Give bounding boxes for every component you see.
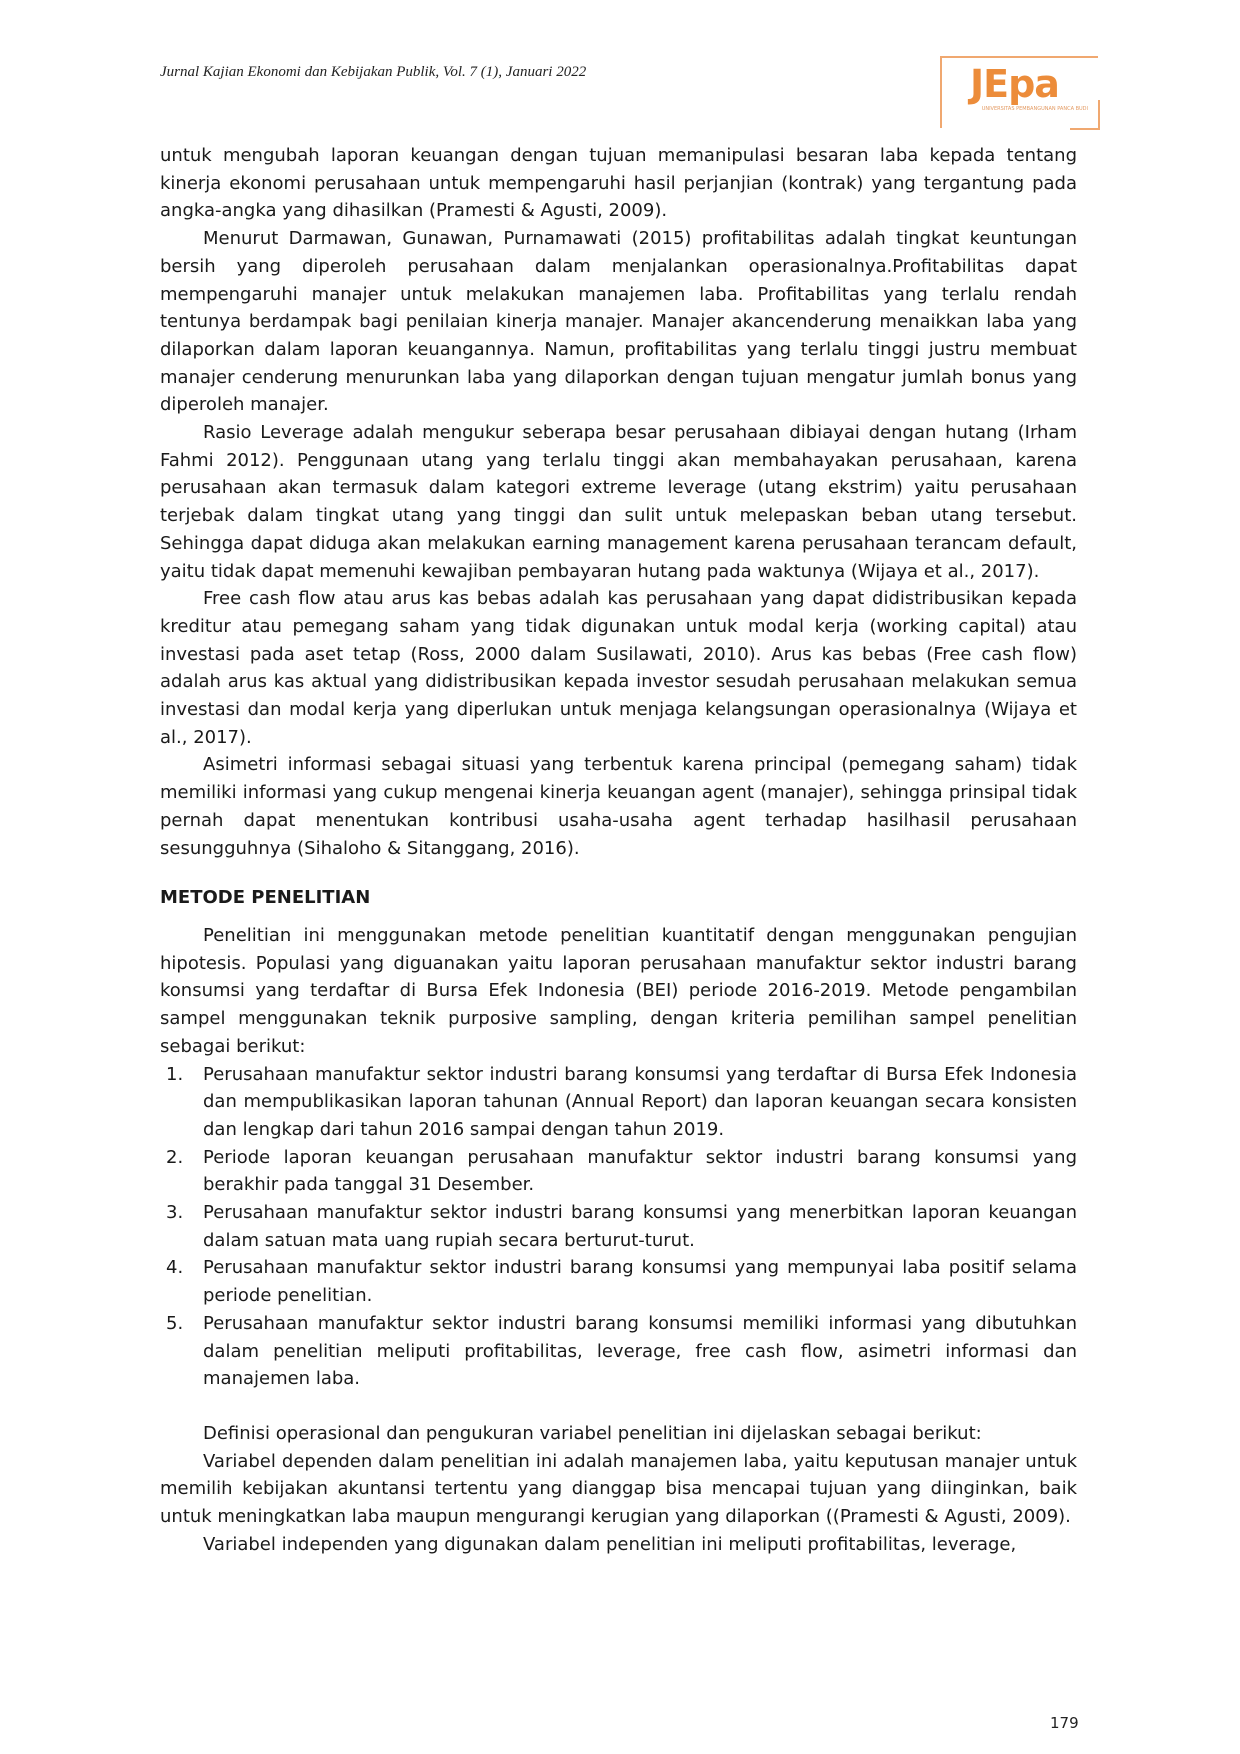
list-number: 5.	[166, 1312, 184, 1334]
logo-wordmark: JEpa	[970, 62, 1059, 106]
page-number: 179	[1050, 1714, 1079, 1732]
list-text: Periode laporan keuangan perusahaan manufaktur sektor industri barang konsumsi yang berakhir pada tanggal 31 Desember.	[203, 1146, 1077, 1196]
spacer	[160, 1393, 1077, 1420]
journal-logo	[940, 56, 1100, 130]
list-item	[160, 1144, 1077, 1199]
paragraph-asimetri: Asimetri informasi sebagai situasi yang terbentuk karena principal (pemegang saham) tidak memiliki informasi yang cukup mengenai kinerja keuangan agent (manajer), sehingga prinsipal tidak pernah dapat menentukan kontribusi usaha-usaha agent terhadap hasilhasil perusahaan sesungguhnya (Sihaloho & Sitanggang, 2016).	[160, 754, 1077, 859]
list-number: 2.	[166, 1146, 184, 1168]
paragraph-continuation: untuk mengubah laporan keuangan dengan tujuan memanipulasi besaran laba kepada tentang kinerja ekonomi perusahaan untuk mempengaruhi hasil perjanjian (kontrak) yang tergantung pada angka-angka yang dihasilkan (Pramesti & Agusti, 2009).	[160, 145, 1077, 222]
journal-header: Jurnal Kajian Ekonomi dan Kebijakan Publik, Vol. 7 (1), Januari 2022	[160, 64, 587, 80]
list-number: 3.	[166, 1202, 184, 1224]
list-item	[160, 1310, 1077, 1393]
list-item	[160, 1061, 1077, 1144]
paragraph-leverage: Rasio Leverage adalah mengukur seberapa besar perusahaan dibiayai dengan hutang (Irham Fahmi 2012). Penggunaan utang yang terlalu tinggi akan membahayakan perusahaan, karena perusahaan akan termasuk dalam kategori extreme leverage (utang ekstrim) yaitu perusahaan terjebak dalam tingkat utang yang tinggi dan sulit untuk melepaskan beban utang tersebut. Sehingga dapat diduga akan melakukan earning management karena perusahaan terancam default, yaitu tidak dapat memenuhi kewajiban pembayaran hutang pada waktunya (Wijaya et al., 2017).	[160, 422, 1077, 582]
paragraph-method-intro: Penelitian ini menggunakan metode penelitian kuantitatif dengan menggunakan pengujian hipotesis. Populasi yang diguanakan yaitu laporan perusahaan manufaktur sektor industri barang konsumsi yang terdaftar di Bursa Efek Indonesia (BEI) periode 2016-2019. Metode pengambilan sampel menggunakan teknik purposive sampling, dengan kriteria pemilihan sampel penelitian sebagai berikut:	[160, 924, 1077, 1057]
paragraph-definition-intro: Definisi operasional dan pengukuran variabel penelitian ini dijelaskan sebagai berikut:	[203, 1422, 982, 1444]
logo-subtext: UNIVERSITAS PEMBANGUNAN PANCA BUDI	[981, 106, 1088, 112]
section-heading: METODE PENELITIAN	[160, 887, 371, 909]
paragraph-independent-variable: Variabel independen yang digunakan dalam penelitian ini meliputi profitabilitas, leverage,	[203, 1533, 1017, 1555]
paragraph-dependent-variable: Variabel dependen dalam penelitian ini adalah manajemen laba, yaitu keputusan manajer untuk memilih kebijakan akuntansi tertentu yang dianggap bisa mencapai tujuan yang diinginkan, baik untuk meningkatkan laba maupun mengurangi kerugian yang dilaporkan ((Pramesti & Agusti, 2009).	[160, 1450, 1077, 1528]
list-item	[160, 1199, 1077, 1254]
list-text: Perusahaan manufaktur sektor industri barang konsumsi memiliki informasi yang dibutuhkan dalam penelitian meliputi profitabilitas, leverage, free cash flow, asimetri informasi dan manajemen laba.	[203, 1312, 1077, 1390]
list-text: Perusahaan manufaktur sektor industri barang konsumsi yang menerbitkan laporan keuangan dalam satuan mata uang rupiah secara berturut-turut.	[203, 1202, 1077, 1251]
criteria-list	[160, 1061, 1077, 1393]
list-text: Perusahaan manufaktur sektor industri barang konsumsi yang mempunyai laba positif selama periode penelitian.	[203, 1257, 1077, 1307]
paragraph-profitabilitas: Menurut Darmawan, Gunawan, Purnamawati (2015) profitabilitas adalah tingkat keuntungan bersih yang diperoleh perusahaan dalam menjalankan operasionalnya.Profitabilitas dapat mempengaruhi manajer untuk melakukan manajemen laba. Profitabilitas yang terlalu rendah tentunya berdampak bagi penilaian kinerja manajer. Manajer akancenderung menaikkan laba yang dilaporkan dalam laporan keuangannya. Namun, profitabilitas yang terlalu tinggi justru membuat manajer cenderung menurunkan laba yang dilaporkan dengan tujuan mengatur jumlah bonus yang diperoleh manajer.	[160, 228, 1077, 416]
page-body	[160, 142, 1077, 1558]
logo-frame-corner	[1070, 100, 1100, 130]
list-text: Perusahaan manufaktur sektor industri barang konsumsi yang terdaftar di Bursa Efek Indonesia dan mempublikasikan laporan tahunan (Annual Report) dan laporan keuangan secara konsisten dan lengkap dari tahun 2016 sampai dengan tahun 2019.	[203, 1063, 1077, 1140]
list-number: 1.	[166, 1063, 184, 1085]
paragraph-free-cash-flow: Free cash flow atau arus kas bebas adalah kas perusahaan yang dapat didistribusikan kepada kreditur atau pemegang saham yang tidak digunakan untuk modal kerja (working capital) atau investasi pada aset tetap (Ross, 2000 dalam Susilawati, 2010). Arus kas bebas (Free cash flow) adalah arus kas aktual yang didistribusikan kepada investor sesudah perusahaan melakukan semua investasi dan modal kerja yang diperlukan untuk menjaga kelangsungan operasionalnya (Wijaya et al., 2017).	[160, 588, 1077, 748]
list-number: 4.	[166, 1257, 184, 1279]
list-item	[160, 1254, 1077, 1309]
